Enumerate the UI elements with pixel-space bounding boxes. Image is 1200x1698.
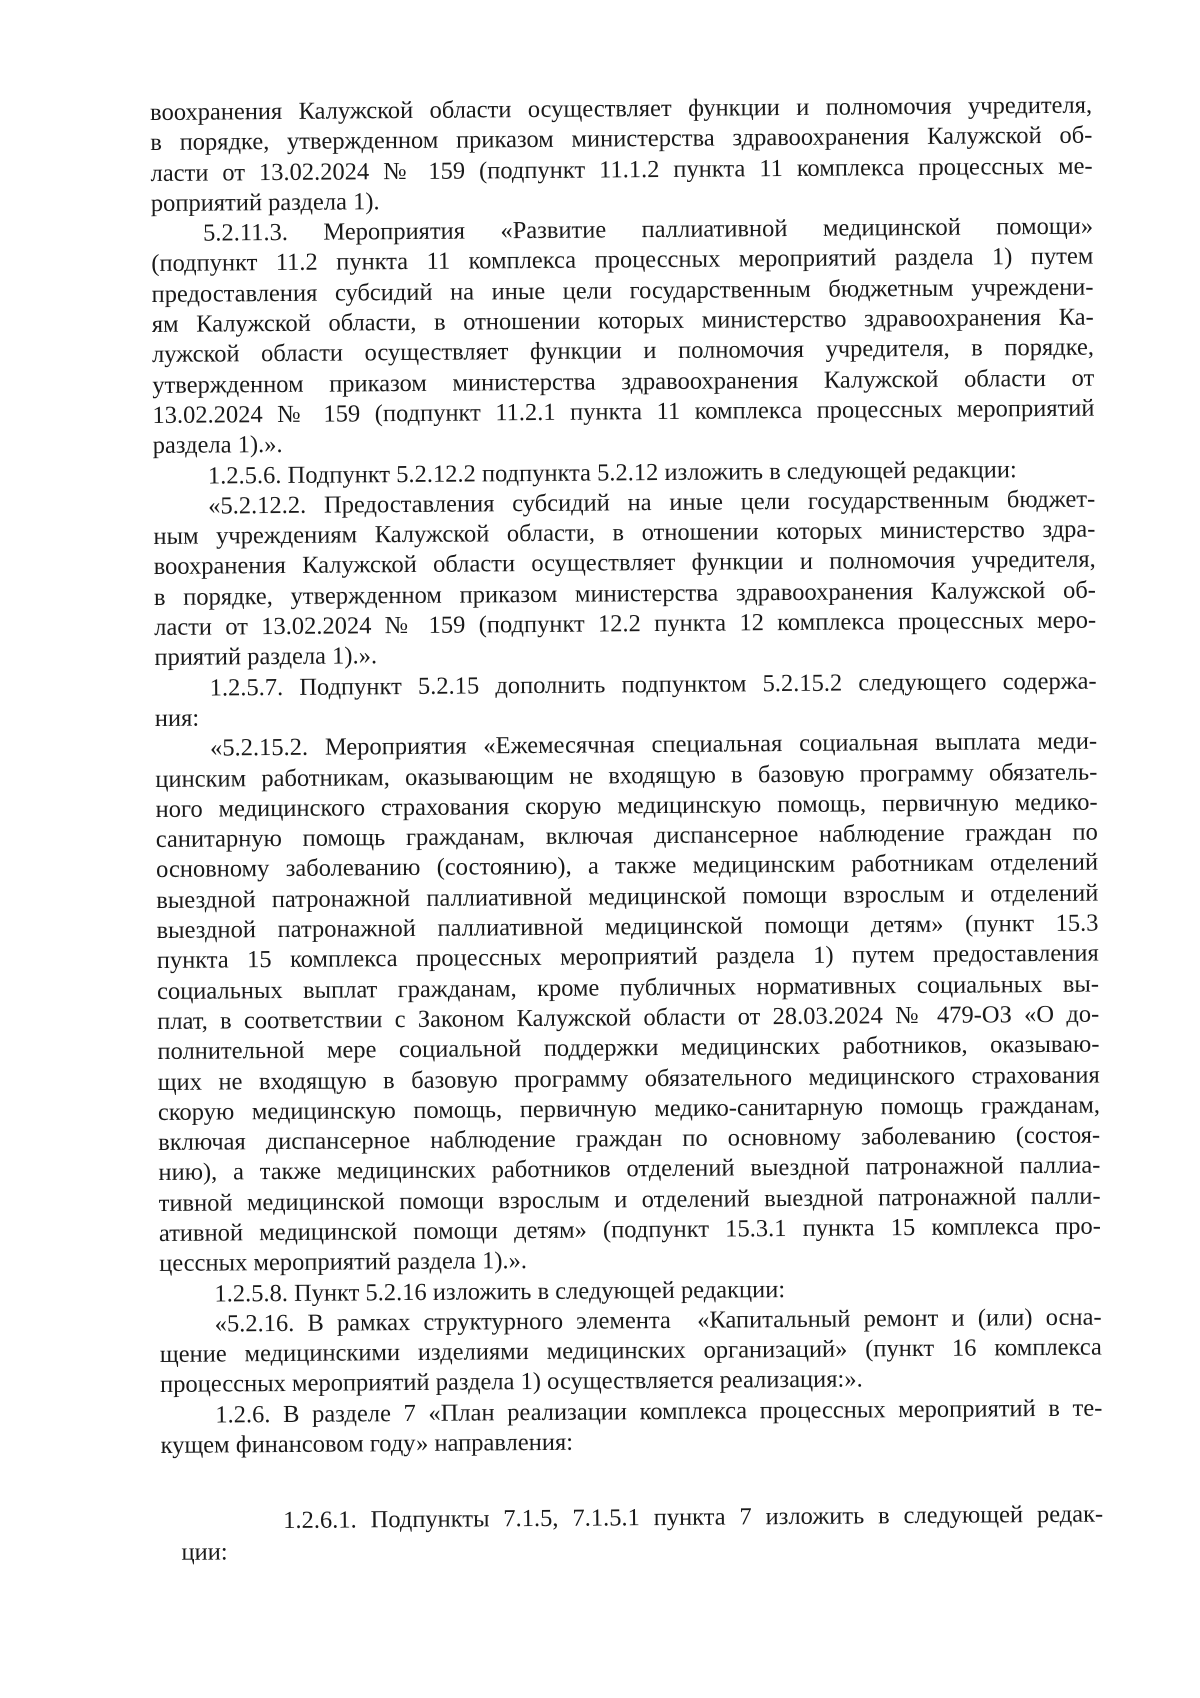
text-line: щих не входящую в базовую программу обязательного медицинского страхования bbox=[157, 1061, 1100, 1096]
text-line: (подпункт 11.2 пункта 11 комплекса процессных мероприятий раздела 1) путем bbox=[151, 243, 1094, 278]
text-line: 1.2.5.8. Пункт 5.2.16 изложить в следующей редакции: bbox=[214, 1275, 786, 1308]
text-line: «5.2.15.2. Мероприятия «Ежемесячная специальная социальная выплата меди- bbox=[210, 727, 1098, 762]
text-line: воохранения Калужской области осуществляет функции и полномочия учредителя, bbox=[150, 91, 1093, 126]
text-line: выездной патронажной паллиативной медицинской помощи детям» (пункт 15.3 bbox=[156, 909, 1099, 944]
text-line: цессных мероприятий раздела 1).». bbox=[159, 1247, 528, 1278]
text-line: «5.2.12.2. Предоставления субсидий на иные цели государственным бюджет- bbox=[208, 485, 1096, 520]
text-line: 1.2.5.7. Подпункт 5.2.15 дополнить подпунктом 5.2.15.2 следующего содержа- bbox=[209, 667, 1097, 702]
text-line: ния: bbox=[154, 704, 200, 732]
text-line: ям Калужской области, в отношении которых министерство здравоохранения Ка- bbox=[151, 303, 1094, 339]
text-line: приятий раздела 1).». bbox=[154, 642, 378, 672]
text-line: ативной медицинской помощи детям» (подпункт 15.3.1 пункта 15 комплекса про- bbox=[158, 1212, 1101, 1247]
text-line: в порядке, утвержденном приказом министерства здравоохранения Калужской об- bbox=[150, 121, 1093, 157]
text-line: пункта 15 комплекса процессных мероприятий раздела 1) путем предоставления bbox=[156, 939, 1099, 975]
text-line: «5.2.16. В рамках структурного элемента «Капитальный ремонт и (или) осна- bbox=[214, 1303, 1102, 1338]
text-line: ного медицинского страхования скорую медицинскую помощь, первичную медико- bbox=[155, 788, 1098, 823]
text-line: роприятий раздела 1). bbox=[150, 188, 380, 217]
text-line: ласти от 13.02.2024 № 159 (подпункт 11.1.2 пункта 11 комплекса процессных ме- bbox=[150, 152, 1093, 187]
text-line: 13.02.2024 № 159 (подпункт 11.2.1 пункта 11 комплекса процессных мероприятий bbox=[152, 394, 1095, 429]
text-line: плат, в соответствии с Законом Калужской области от 28.03.2024 № 479-ОЗ «О до- bbox=[157, 1000, 1100, 1035]
text-line: воохранения Калужской области осуществляет функции и полномочия учредителя, bbox=[153, 546, 1096, 581]
text-line: выездной патронажной паллиативной медицинской помощи взрослым и отделений bbox=[156, 879, 1099, 914]
text-line: утвержденном приказом министерства здравоохранения Калужской области от bbox=[152, 364, 1095, 399]
text-line: кущем финансовом году» направления: bbox=[160, 1428, 574, 1460]
text-line: тивной медицинской помощи взрослым и отделений выездной патронажной палли- bbox=[158, 1182, 1101, 1217]
text-line: 1.2.6. В разделе 7 «План реализации комплекса процессных мероприятий в те- bbox=[215, 1394, 1103, 1429]
text-line: включая диспансерное наблюдение граждан по основному заболеванию (состоя- bbox=[158, 1121, 1101, 1157]
paragraph-gap bbox=[161, 1454, 1103, 1507]
text-line: 5.2.11.3. Мероприятия «Развитие паллиативной медицинской помощи» bbox=[202, 212, 1094, 247]
text-line: в порядке, утвержденном приказом министерства здравоохранения Калужской об- bbox=[153, 576, 1096, 611]
text-line: социальных выплат гражданам, кроме публичных нормативных социальных вы- bbox=[156, 970, 1100, 1005]
document-body bbox=[150, 91, 1104, 1568]
text-line: санитарную помощь гражданам, включая диспансерное наблюдение граждан по bbox=[155, 818, 1098, 854]
text-line: скорую медицинскую помощь, первичную медико-санитарную помощь гражданам, bbox=[157, 1091, 1101, 1126]
text-line: предоставления субсидий на иные цели государственным бюджетным учреждени- bbox=[151, 273, 1094, 308]
text-line: ции: bbox=[181, 1538, 228, 1566]
text-line: ласти от 13.02.2024 № 159 (подпункт 12.2 пункта 12 комплекса процессных меро- bbox=[154, 606, 1097, 642]
text-line: процессных мероприятий раздела 1) осуществляется реализация:». bbox=[160, 1365, 863, 1399]
text-line: лужской области осуществляет функции и полномочия учредителя, в порядке, bbox=[151, 333, 1095, 369]
text-line: ным учреждениям Калужской области, в отношении которых министерство здра- bbox=[153, 515, 1096, 551]
text-line: цинским работникам, оказывающим не входящую в базовую программу обязатель- bbox=[155, 758, 1098, 793]
text-line: нию), а также медицинских работников отделений выездной патронажной паллиа- bbox=[158, 1151, 1101, 1187]
text-line: основному заболеванию (состоянию), а также медицинским работникам отделений bbox=[155, 849, 1099, 884]
text-line: 1.2.6.1. Подпункты 7.1.5, 7.1.5.1 пункта 7 изложить в следующей редак- bbox=[283, 1500, 1104, 1535]
text-line: 1.2.5.6. Подпункт 5.2.12.2 подпункта 5.2.12 изложить в следующей редакции: bbox=[207, 455, 1017, 490]
text-line: полнительной мере социальной поддержки медицинских работников, оказываю- bbox=[157, 1030, 1100, 1066]
text-line: щение медицинскими изделиями медицинских организаций» (пункт 16 комплекса bbox=[159, 1333, 1102, 1369]
text-line: раздела 1).». bbox=[152, 431, 283, 460]
